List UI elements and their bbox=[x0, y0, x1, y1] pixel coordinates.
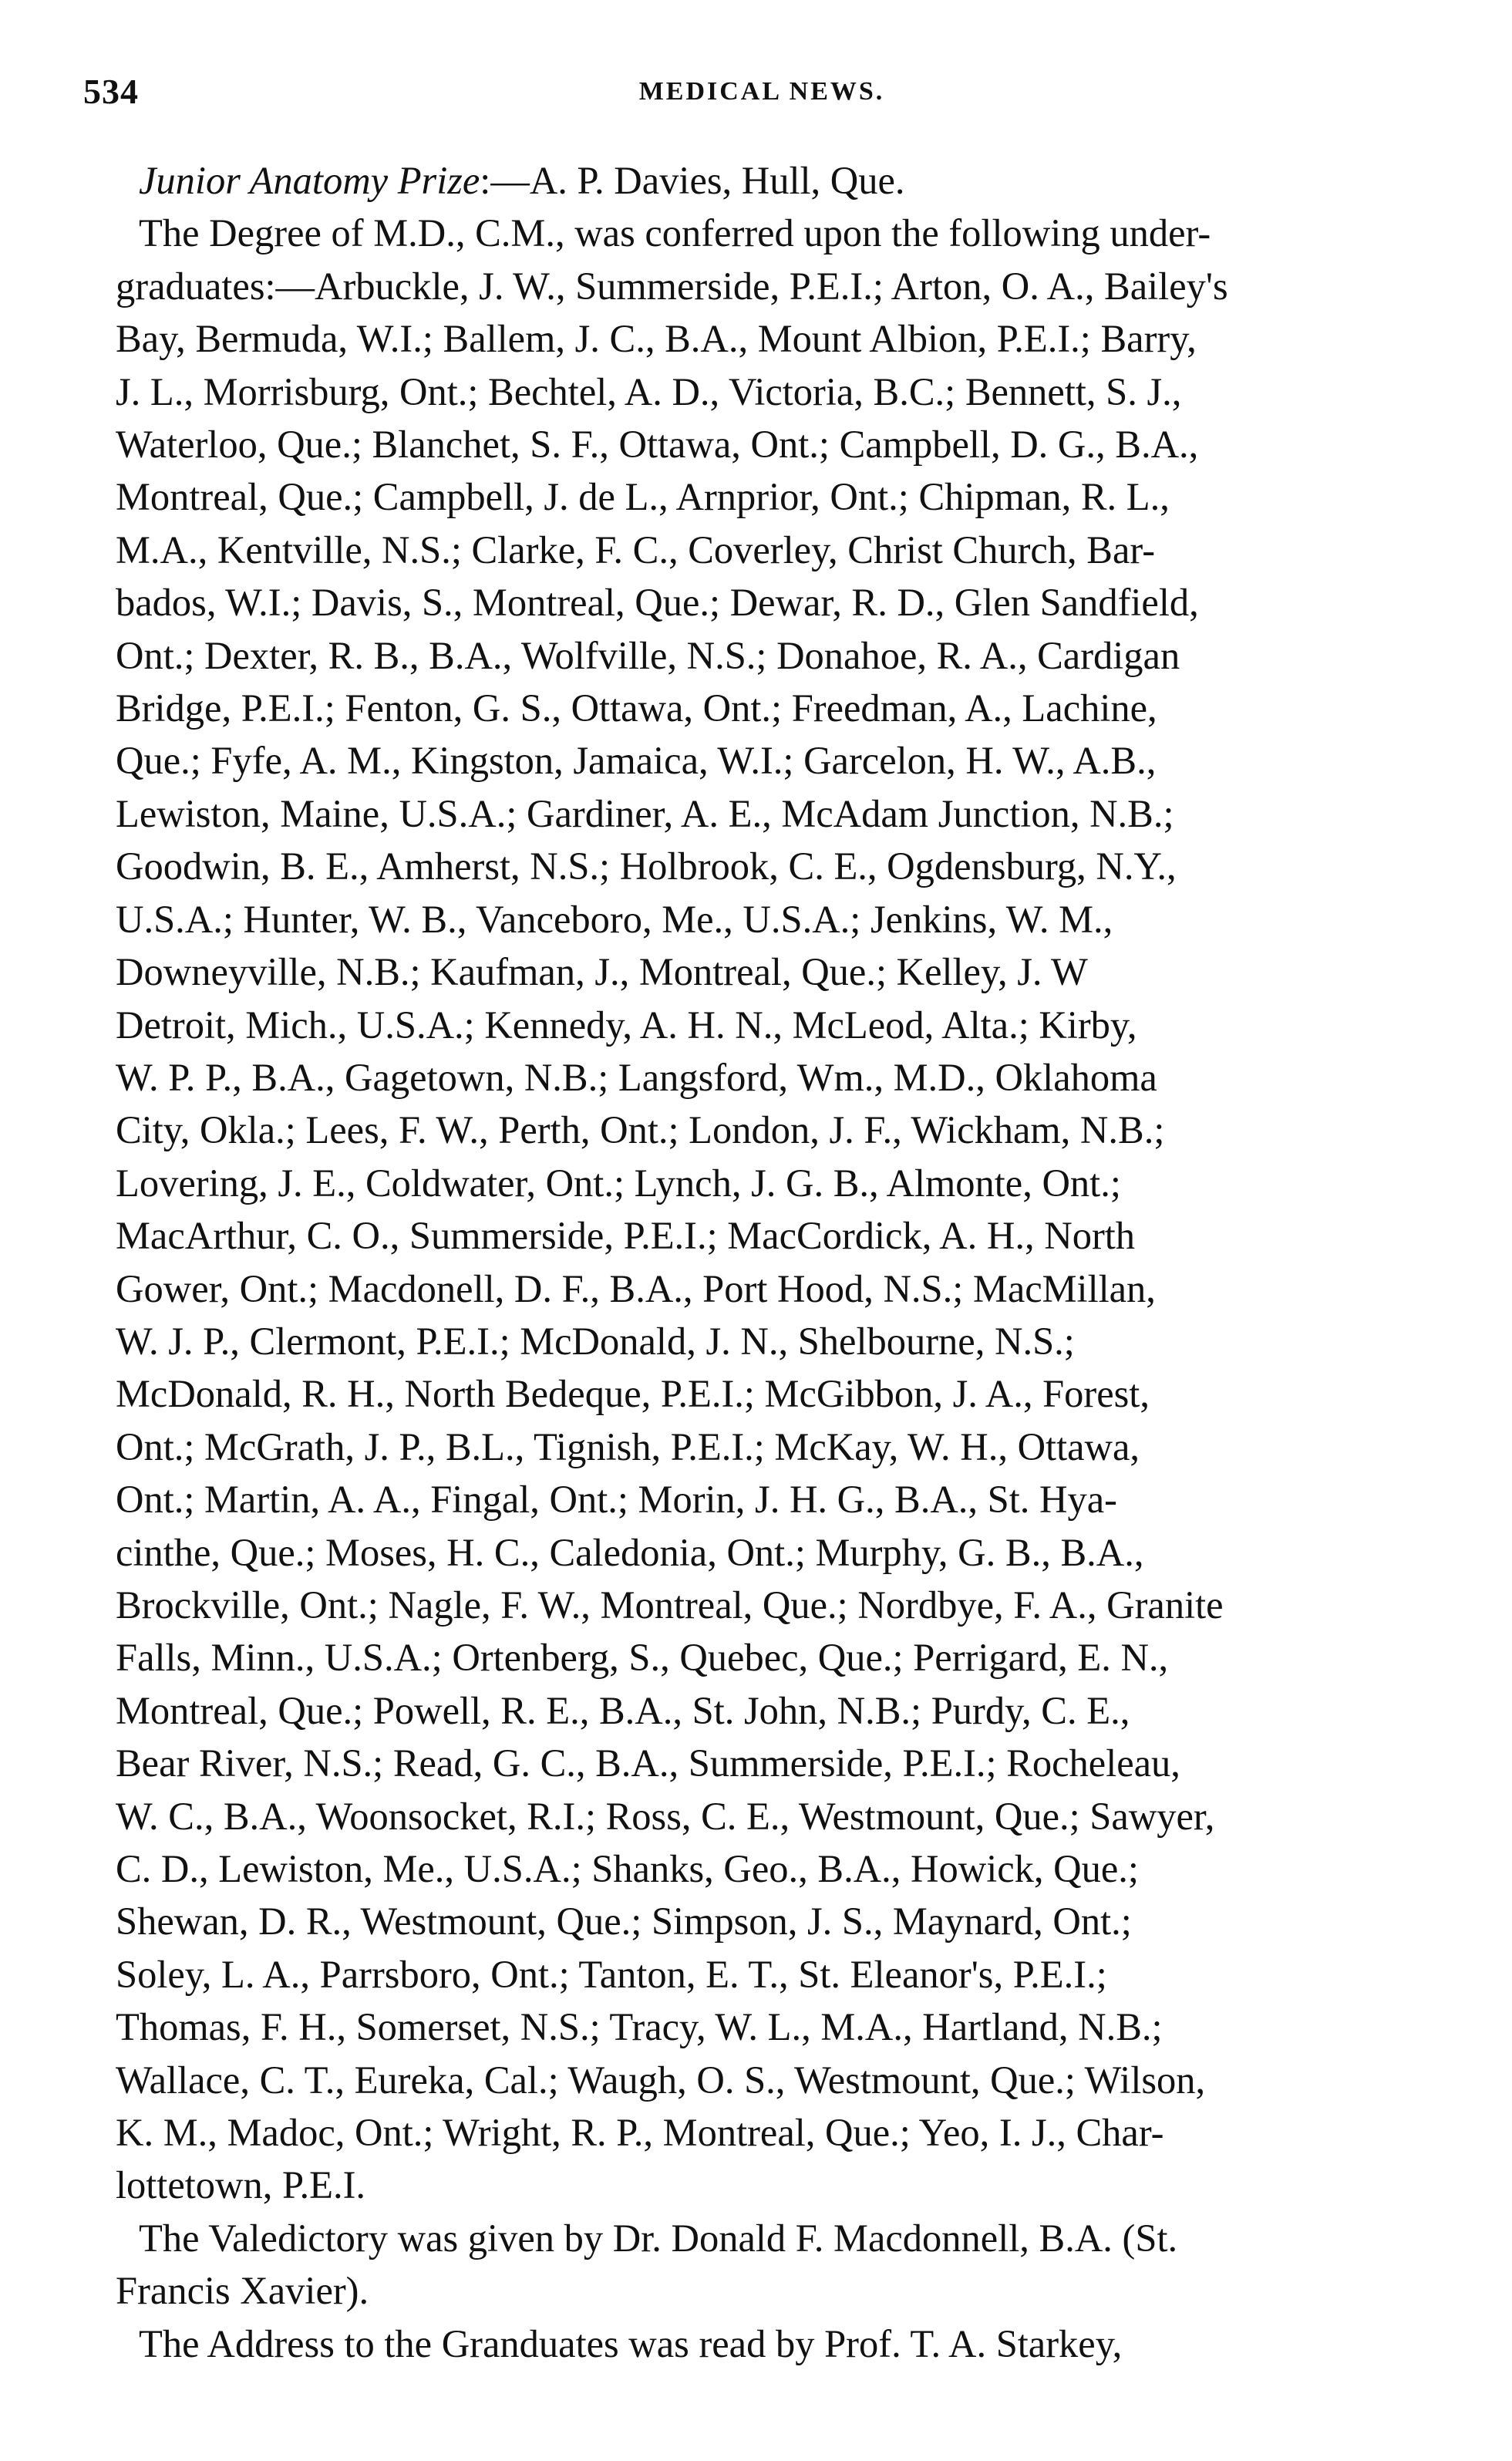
text-line: Soley, L. A., Parrsboro, Ont.; Tanton, E. T., St. Eleanor's, P.E.I.; bbox=[116, 1952, 1107, 1996]
text-line: Thomas, F. H., Somerset, N.S.; Tracy, W. L., M.A., Hartland, N.B.; bbox=[116, 2005, 1163, 2049]
text-line: Falls, Minn., U.S.A.; Ortenberg, S., Quebec, Que.; Perrigard, E. N., bbox=[116, 1636, 1169, 1680]
text-line: Ont.; McGrath, J. P., B.L., Tignish, P.E.I.; McKay, W. H., Ottawa, bbox=[116, 1424, 1140, 1468]
prize-text: :—A. P. Davies, Hull, Que. bbox=[480, 159, 905, 202]
text-line: Wallace, C. T., Eureka, Cal.; Waugh, O. S., Westmount, Que.; Wilson, bbox=[116, 2058, 1206, 2102]
text-line: Francis Xavier). bbox=[116, 2269, 369, 2313]
text-line: Bay, Bermuda, W.I.; Ballem, J. C., B.A., Mount Albion, P.E.I.; Barry, bbox=[116, 317, 1197, 361]
text-line: Brockville, Ont.; Nagle, F. W., Montreal, Que.; Nordbye, F. A., Granite bbox=[116, 1583, 1224, 1627]
text-line: Lewiston, Maine, U.S.A.; Gardiner, A. E., McAdam Junction, N.B.; bbox=[116, 791, 1174, 835]
running-head: MEDICAL NEWS. bbox=[638, 77, 885, 106]
text-line: J. L., Morrisburg, Ont.; Bechtel, A. D., Victoria, B.C.; Bennett, S. J., bbox=[116, 369, 1182, 413]
text-line: McDonald, R. H., North Bedeque, P.E.I.; McGibbon, J. A., Forest, bbox=[116, 1372, 1150, 1416]
page-header bbox=[83, 71, 1440, 125]
text-line: The Address to the Granduates was read by Prof. T. A. Starkey, bbox=[139, 2321, 1123, 2365]
text-line: lottetown, P.E.I. bbox=[116, 2163, 366, 2207]
prize-line bbox=[116, 154, 1442, 207]
text-line: Montreal, Que.; Campbell, J. de L., Arnprior, Ont.; Chipman, R. L., bbox=[116, 475, 1170, 519]
text-line: C. D., Lewiston, Me., U.S.A.; Shanks, Geo., B.A., Howick, Que.; bbox=[116, 1847, 1139, 1890]
text-line: Waterloo, Que.; Blanchet, S. F., Ottawa, Ont.; Campbell, D. G., B.A., bbox=[116, 423, 1199, 467]
text-line: Detroit, Mich., U.S.A.; Kennedy, A. H. N., McLeod, Alta.; Kirby, bbox=[116, 1003, 1137, 1047]
text-line: Montreal, Que.; Powell, R. E., B.A., St. John, N.B.; Purdy, C. E., bbox=[116, 1688, 1130, 1732]
text-line: graduates:—Arbuckle, J. W., Summerside, P.E.I.; Arton, O. A., Bailey's bbox=[116, 264, 1228, 308]
text-line: The Valedictory was given by Dr. Donald F. Macdonnell, B.A. (St. bbox=[139, 2216, 1178, 2260]
text-line: U.S.A.; Hunter, W. B., Vanceboro, Me., U.S.A.; Jenkins, W. M., bbox=[116, 897, 1113, 941]
text-line: M.A., Kentville, N.S.; Clarke, F. C., Coverley, Christ Church, Bar- bbox=[116, 528, 1156, 571]
text-line: Shewan, D. R., Westmount, Que.; Simpson, J. S., Maynard, Ont.; bbox=[116, 1900, 1132, 1944]
page-number: 534 bbox=[83, 72, 139, 111]
text-line: W. J. P., Clermont, P.E.I.; McDonald, J. N., Shelbourne, N.S.; bbox=[116, 1319, 1075, 1363]
text-line: Bear River, N.S.; Read, G. C., B.A., Summerside, P.E.I.; Rocheleau, bbox=[116, 1741, 1180, 1785]
degree-paragraph bbox=[116, 207, 1442, 2211]
text-line: MacArthur, C. O., Summerside, P.E.I.; MacCordick, A. H., North bbox=[116, 1214, 1136, 1258]
text-line: Ont.; Martin, A. A., Fingal, Ont.; Morin, J. H. G., B.A., St. Hya- bbox=[116, 1478, 1117, 1522]
text-line: The Degree of M.D., C.M., was conferred upon the following under- bbox=[139, 211, 1211, 255]
text-line: K. M., Madoc, Ont.; Wright, R. P., Montreal, Que.; Yeo, I. J., Char- bbox=[116, 2111, 1164, 2155]
text-line: Gower, Ont.; Macdonell, D. F., B.A., Port Hood, N.S.; MacMillan, bbox=[116, 1266, 1156, 1310]
text-line: Lovering, J. E., Coldwater, Ont.; Lynch, J. G. B., Almonte, Ont.; bbox=[116, 1161, 1121, 1205]
text-line: Ont.; Dexter, R. B., B.A., Wolfville, N.S.; Donahoe, R. A., Cardigan bbox=[116, 633, 1180, 677]
text-line: W. P. P., B.A., Gagetown, N.B.; Langsford, Wm., M.D., Oklahoma bbox=[116, 1055, 1157, 1099]
prize-label: Junior Anatomy Prize bbox=[139, 159, 480, 202]
text-line: W. C., B.A., Woonsocket, R.I.; Ross, C. E., Westmount, Que.; Sawyer, bbox=[116, 1794, 1215, 1838]
valedictory-paragraph bbox=[116, 2212, 1442, 2318]
article-body bbox=[116, 154, 1442, 2370]
text-line: Bridge, P.E.I.; Fenton, G. S., Ottawa, Ont.; Freedman, A., Lachine, bbox=[116, 686, 1157, 730]
text-line: City, Okla.; Lees, F. W., Perth, Ont.; London, J. F., Wickham, N.B.; bbox=[116, 1108, 1165, 1152]
text-line: cinthe, Que.; Moses, H. C., Caledonia, Ont.; Murphy, G. B., B.A., bbox=[116, 1530, 1144, 1574]
text-line: Que.; Fyfe, A. M., Kingston, Jamaica, W.I.; Garcelon, H. W., A.B., bbox=[116, 739, 1157, 783]
text-line: bados, W.I.; Davis, S., Montreal, Que.; Dewar, R. D., Glen Sandfield, bbox=[116, 581, 1199, 625]
text-line: Goodwin, B. E., Amherst, N.S.; Holbrook, C. E., Ogdensburg, N.Y., bbox=[116, 844, 1177, 888]
text-line: Downeyville, N.B.; Kaufman, J., Montreal, Que.; Kelley, J. W bbox=[116, 950, 1088, 994]
address-paragraph bbox=[116, 2318, 1442, 2370]
